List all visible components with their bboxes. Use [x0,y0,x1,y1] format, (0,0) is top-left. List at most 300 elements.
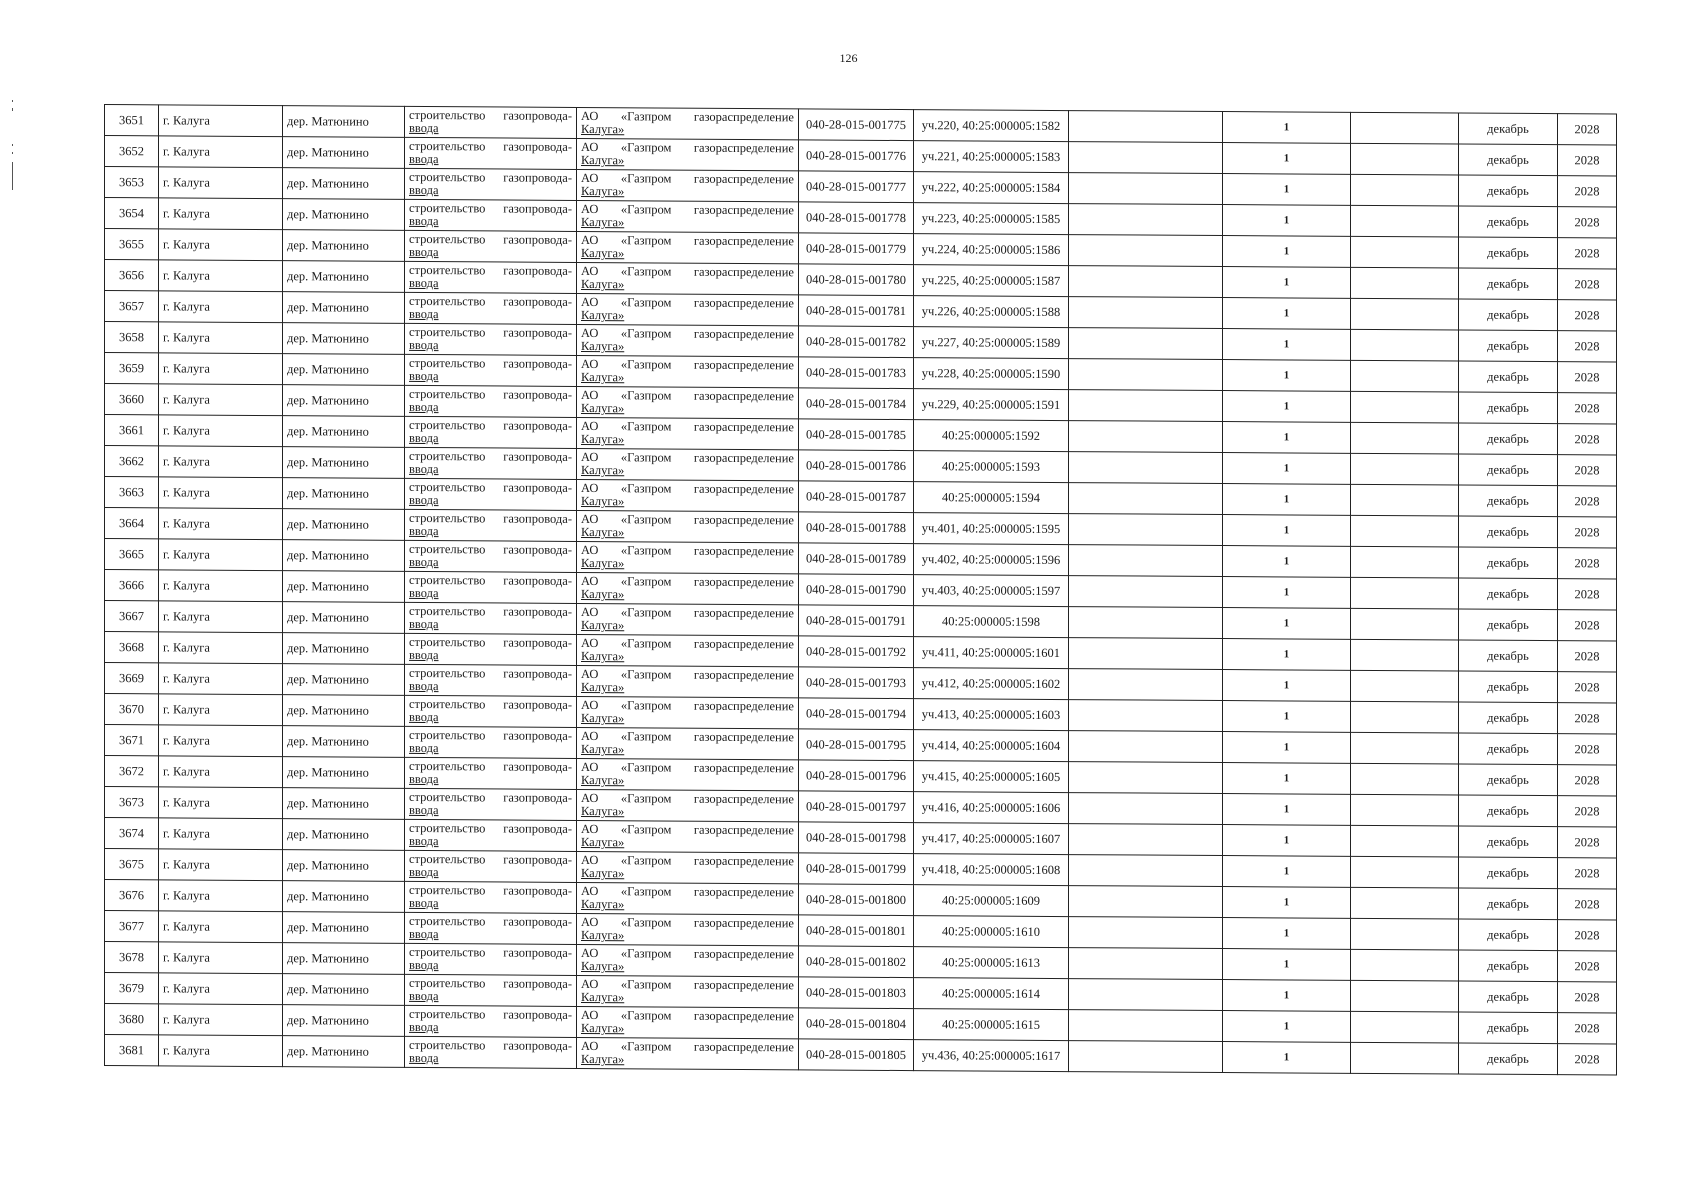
work-text-line-2: ввода [409,244,439,260]
org-text-a: АО [581,976,599,992]
work-text-line-2: ввода [409,926,439,942]
month-cell: декабрь [1459,981,1558,1013]
org-text-b: «Газпром [620,574,672,589]
empty-cell [1069,545,1223,577]
work-description-cell [405,757,577,789]
cadastral-plot-cell: уч.418, 40:25:000005:1608 [914,854,1069,886]
quantity-cell: 1 [1223,1011,1351,1043]
row-number-cell: 3675 [105,849,159,880]
application-code-cell: 040-28-015-001783 [799,357,914,389]
work-text-line-2: ввода [409,523,439,539]
cadastral-plot-cell: уч.416, 40:25:000005:1606 [914,792,1069,824]
row-number-cell: 3656 [105,260,159,291]
org-text-c: газораспределение [693,326,794,342]
empty-cell [1351,577,1459,609]
city-cell: г. Калуга [159,1035,283,1067]
work-text-line-2: ввода [409,802,439,818]
org-text-b: «Газпром [620,202,672,217]
quantity-cell: 1 [1223,639,1351,671]
city-cell: г. Калуга [159,601,283,633]
settlement-cell: дер. Матюнино [283,540,405,572]
year-cell: 2028 [1558,672,1617,703]
org-text-c: газораспределение [693,729,794,745]
empty-cell [1069,421,1223,453]
row-number-cell: 3677 [105,911,159,942]
city-cell: г. Калуга [159,570,283,602]
work-text-line-1b: газопровода- [503,325,572,340]
quantity-cell: 1 [1223,298,1351,330]
organization-cell [577,913,799,945]
row-number-cell: 3668 [105,632,159,663]
quantity-cell: 1 [1223,360,1351,392]
quantity-cell: 1 [1223,422,1351,454]
settlement-cell: дер. Матюнино [283,1036,405,1068]
organization-cell [577,1037,799,1069]
org-text-d: Калуга» [581,865,625,881]
work-text-line-2: ввода [409,1050,439,1066]
work-text-line-2: ввода [409,492,439,508]
org-text-a: АО [581,511,599,527]
cadastral-plot-cell: уч.225, 40:25:000005:1587 [914,265,1069,297]
settlement-cell: дер. Матюнино [283,509,405,541]
city-cell: г. Калуга [159,787,283,819]
city-cell: г. Калуга [159,415,283,447]
year-cell: 2028 [1558,424,1617,455]
application-code-cell: 040-28-015-001787 [799,481,914,513]
org-text-a: АО [581,821,599,837]
settlement-cell: дер. Матюнино [283,881,405,913]
org-text-b: «Газпром [620,853,672,868]
organization-cell [577,200,799,232]
work-text-line-1: строительство [409,603,486,619]
city-cell: г. Калуга [159,632,283,664]
org-text-b: «Газпром [620,791,672,806]
row-number-cell: 3653 [105,167,159,198]
work-text-line-2: ввода [409,368,439,384]
work-text-line-1b: газопровода- [503,697,572,712]
org-text-c: газораспределение [693,388,794,404]
month-cell: декабрь [1459,1012,1558,1044]
work-text-line-1: строительство [409,417,486,433]
work-text-line-1b: газопровода- [503,728,572,743]
work-text-line-2: ввода [409,647,439,663]
application-code-cell: 040-28-015-001804 [799,1008,914,1040]
application-code-cell: 040-28-015-001796 [799,760,914,792]
org-text-d: Калуга» [581,214,625,230]
settlement-cell: дер. Матюнино [283,168,405,200]
city-cell: г. Калуга [159,725,283,757]
org-text-d: Калуга» [581,152,625,168]
cadastral-plot-cell: 40:25:000005:1609 [914,885,1069,917]
org-text-c: газораспределение [693,1008,794,1024]
work-text-line-1b: газопровода- [503,108,572,123]
empty-cell [1351,205,1459,237]
row-number-cell: 3664 [105,508,159,539]
city-cell: г. Калуга [159,880,283,912]
organization-cell [577,138,799,170]
org-text-c: газораспределение [693,357,794,373]
work-description-cell [405,1005,577,1037]
row-number-cell: 3667 [105,601,159,632]
application-code-cell: 040-28-015-001803 [799,977,914,1009]
cadastral-plot-cell: уч.226, 40:25:000005:1588 [914,296,1069,328]
work-text-line-1b: газопровода- [503,232,572,247]
organization-cell [577,479,799,511]
org-text-d: Калуга» [581,896,625,912]
application-code-cell: 040-28-015-001785 [799,419,914,451]
city-cell: г. Калуга [159,539,283,571]
organization-cell [577,603,799,635]
work-text-line-1b: газопровода- [503,480,572,495]
quantity-cell: 1 [1223,980,1351,1012]
org-text-a: АО [581,480,599,496]
work-text-line-2: ввода [409,1019,439,1035]
quantity-cell: 1 [1223,1042,1351,1074]
work-text-line-1: строительство [409,1037,486,1053]
work-text-line-1b: газопровода- [503,201,572,216]
work-text-line-1: строительство [409,324,486,340]
empty-cell [1069,607,1223,639]
work-text-line-1b: газопровода- [503,511,572,526]
work-text-line-1: строительство [409,944,486,960]
city-cell: г. Калуга [159,198,283,230]
quantity-cell: 1 [1223,267,1351,299]
work-text-line-1: строительство [409,634,486,650]
month-cell: декабрь [1459,826,1558,858]
empty-cell [1351,484,1459,516]
month-cell: декабрь [1459,609,1558,641]
row-number-cell: 3658 [105,322,159,353]
month-cell: декабрь [1459,919,1558,951]
empty-cell [1351,453,1459,485]
city-cell: г. Калуга [159,663,283,695]
work-text-line-2: ввода [409,399,439,415]
settlement-cell: дер. Матюнино [283,199,405,231]
city-cell: г. Калуга [159,508,283,540]
cadastral-plot-cell: 40:25:000005:1613 [914,947,1069,979]
empty-cell [1351,918,1459,950]
city-cell: г. Калуга [159,167,283,199]
row-number-cell: 3671 [105,725,159,756]
org-text-c: газораспределение [693,760,794,776]
year-cell: 2028 [1558,889,1617,920]
org-text-a: АО [581,542,599,558]
work-text-line-2: ввода [409,182,439,198]
work-description-cell [405,571,577,603]
work-text-line-1b: газопровода- [503,976,572,991]
empty-cell [1069,328,1223,360]
work-text-line-1: строительство [409,727,486,743]
organization-cell [577,169,799,201]
work-text-line-2: ввода [409,120,439,136]
work-text-line-1: строительство [409,138,486,154]
work-text-line-1b: газопровода- [503,418,572,433]
application-code-cell: 040-28-015-001790 [799,574,914,606]
org-text-a: АО [581,945,599,961]
settlement-cell: дер. Матюнино [283,106,405,138]
settlement-cell: дер. Матюнино [283,292,405,324]
work-description-cell [405,447,577,479]
org-text-c: газораспределение [693,636,794,652]
quantity-cell: 1 [1223,205,1351,237]
org-text-d: Калуга» [581,679,625,695]
work-description-cell [405,323,577,355]
settlement-cell: дер. Матюнино [283,230,405,262]
org-text-c: газораспределение [693,512,794,528]
application-code-cell: 040-28-015-001799 [799,853,914,885]
org-text-d: Калуга» [581,555,625,571]
work-text-line-2: ввода [409,554,439,570]
quantity-cell: 1 [1223,453,1351,485]
cadastral-plot-cell: уч.411, 40:25:000005:1601 [914,637,1069,669]
work-text-line-1: строительство [409,355,486,371]
settlement-cell: дер. Матюнино [283,416,405,448]
settlement-cell: дер. Матюнино [283,726,405,758]
year-cell: 2028 [1558,858,1617,889]
org-text-c: газораспределение [693,140,794,156]
work-description-cell [405,106,577,138]
quantity-cell: 1 [1223,515,1351,547]
quantity-cell: 1 [1223,732,1351,764]
org-text-b: «Газпром [620,543,672,558]
org-text-a: АО [581,759,599,775]
empty-cell [1351,422,1459,454]
application-code-cell: 040-28-015-001782 [799,326,914,358]
work-description-cell [405,385,577,417]
row-number-cell: 3669 [105,663,159,694]
org-text-c: газораспределение [693,822,794,838]
month-cell: декабрь [1459,206,1558,238]
work-text-line-1: строительство [409,789,486,805]
organization-cell [577,324,799,356]
org-text-a: АО [581,201,599,217]
work-text-line-1: строительство [409,293,486,309]
application-code-cell: 040-28-015-001777 [799,171,914,203]
month-cell: декабрь [1459,237,1558,269]
empty-cell [1069,297,1223,329]
org-text-a: АО [581,139,599,155]
work-text-line-2: ввода [409,709,439,725]
work-text-line-2: ввода [409,957,439,973]
work-description-cell [405,633,577,665]
work-text-line-2: ввода [409,740,439,756]
work-description-cell [405,168,577,200]
organization-cell [577,882,799,914]
work-text-line-2: ввода [409,833,439,849]
org-text-c: газораспределение [693,450,794,466]
month-cell: декабрь [1459,702,1558,734]
margin-scan-marks [10,100,16,200]
org-text-d: Калуга» [581,803,625,819]
city-cell: г. Калуга [159,756,283,788]
quantity-cell: 1 [1223,856,1351,888]
quantity-cell: 1 [1223,484,1351,516]
settlement-cell: дер. Матюнино [283,447,405,479]
work-text-line-2: ввода [409,430,439,446]
work-text-line-1b: газопровода- [503,170,572,185]
organization-cell [577,696,799,728]
settlement-cell: дер. Матюнино [283,695,405,727]
work-text-line-1: строительство [409,572,486,588]
city-cell: г. Калуга [159,694,283,726]
organization-cell [577,231,799,263]
work-description-cell [405,137,577,169]
org-text-b: «Газпром [620,171,672,186]
org-text-c: газораспределение [693,171,794,187]
org-text-b: «Газпром [620,512,672,527]
settlement-cell: дер. Матюнино [283,974,405,1006]
city-cell: г. Калуга [159,291,283,323]
month-cell: декабрь [1459,795,1558,827]
year-cell: 2028 [1558,300,1617,331]
work-description-cell [405,912,577,944]
year-cell: 2028 [1558,765,1617,796]
org-text-b: «Газпром [620,760,672,775]
year-cell: 2028 [1558,486,1617,517]
settlement-cell: дер. Матюнино [283,664,405,696]
city-cell: г. Калуга [159,446,283,478]
work-text-line-2: ввода [409,337,439,353]
year-cell: 2028 [1558,393,1617,424]
empty-cell [1069,638,1223,670]
work-text-line-1b: газопровода- [503,883,572,898]
organization-cell [577,758,799,790]
month-cell: декабрь [1459,361,1558,393]
work-text-line-1: строительство [409,510,486,526]
work-text-line-1b: газопровода- [503,139,572,154]
cadastral-plot-cell: уч.227, 40:25:000005:1589 [914,327,1069,359]
organization-cell [577,634,799,666]
work-text-line-2: ввода [409,616,439,632]
gas-connection-register-table [104,104,1617,1076]
year-cell: 2028 [1558,579,1617,610]
month-cell: декабрь [1459,578,1558,610]
empty-cell [1069,979,1223,1011]
work-description-cell [405,664,577,696]
application-code-cell: 040-28-015-001802 [799,946,914,978]
work-description-cell [405,850,577,882]
quantity-cell: 1 [1223,825,1351,857]
settlement-cell: дер. Матюнино [283,912,405,944]
row-number-cell: 3670 [105,694,159,725]
year-cell: 2028 [1558,827,1617,858]
org-text-a: АО [581,449,599,465]
row-number-cell: 3680 [105,1004,159,1035]
settlement-cell: дер. Матюнино [283,385,405,417]
row-number-cell: 3660 [105,384,159,415]
work-text-line-1: строительство [409,541,486,557]
quantity-cell: 1 [1223,701,1351,733]
cadastral-plot-cell: уч.229, 40:25:000005:1591 [914,389,1069,421]
application-code-cell: 040-28-015-001779 [799,233,914,265]
application-code-cell: 040-28-015-001778 [799,202,914,234]
application-code-cell: 040-28-015-001786 [799,450,914,482]
quantity-cell: 1 [1223,112,1351,144]
cadastral-plot-cell: 40:25:000005:1598 [914,606,1069,638]
org-text-b: «Газпром [620,977,672,992]
work-text-line-1b: газопровода- [503,666,572,681]
org-text-c: газораспределение [693,915,794,931]
settlement-cell: дер. Матюнино [283,571,405,603]
org-text-c: газораспределение [693,419,794,435]
work-text-line-1b: газопровода- [503,1038,572,1053]
cadastral-plot-cell: 40:25:000005:1593 [914,451,1069,483]
quantity-cell: 1 [1223,329,1351,361]
organization-cell [577,944,799,976]
work-text-line-2: ввода [409,988,439,1004]
work-description-cell [405,509,577,541]
org-text-d: Калуга» [581,307,625,323]
city-cell: г. Калуга [159,849,283,881]
org-text-b: «Газпром [620,388,672,403]
org-text-c: газораспределение [693,605,794,621]
organization-cell [577,107,799,139]
work-text-line-1b: газопровода- [503,604,572,619]
application-code-cell: 040-28-015-001791 [799,605,914,637]
empty-cell [1351,639,1459,671]
empty-cell [1351,174,1459,206]
org-text-c: газораспределение [693,698,794,714]
empty-cell [1069,111,1223,143]
org-text-b: «Газпром [620,419,672,434]
work-text-line-2: ввода [409,678,439,694]
empty-cell [1069,917,1223,949]
org-text-b: «Газпром [620,667,672,682]
application-code-cell: 040-28-015-001776 [799,140,914,172]
organization-cell [577,293,799,325]
org-text-d: Калуга» [581,369,625,385]
row-number-cell: 3681 [105,1035,159,1066]
org-text-d: Калуга» [581,617,625,633]
work-text-line-1b: газопровода- [503,759,572,774]
empty-cell [1069,731,1223,763]
empty-cell [1351,794,1459,826]
settlement-cell: дер. Матюнино [283,757,405,789]
org-text-d: Калуга» [581,1051,625,1067]
row-number-cell: 3665 [105,539,159,570]
work-text-line-1b: газопровода- [503,294,572,309]
work-description-cell [405,602,577,634]
year-cell: 2028 [1558,951,1617,982]
row-number-cell: 3651 [105,105,159,136]
city-cell: г. Калуга [159,353,283,385]
work-text-line-2: ввода [409,895,439,911]
year-cell: 2028 [1558,176,1617,207]
org-text-b: «Газпром [620,481,672,496]
org-text-c: газораспределение [693,977,794,993]
org-text-c: газораспределение [693,109,794,125]
settlement-cell: дер. Матюнино [283,788,405,820]
work-text-line-1b: газопровода- [503,945,572,960]
empty-cell [1351,732,1459,764]
empty-cell [1069,1041,1223,1073]
row-number-cell: 3663 [105,477,159,508]
page-number: 126 [839,51,858,65]
empty-cell [1069,855,1223,887]
org-text-c: газораспределение [693,574,794,590]
work-text-line-1: строительство [409,665,486,681]
work-text-line-2: ввода [409,151,439,167]
org-text-a: АО [581,387,599,403]
org-text-b: «Газпром [620,1039,672,1054]
org-text-b: «Газпром [620,698,672,713]
row-number-cell: 3657 [105,291,159,322]
cadastral-plot-cell: 40:25:000005:1615 [914,1009,1069,1041]
work-description-cell [405,292,577,324]
month-cell: декабрь [1459,454,1558,486]
settlement-cell: дер. Матюнино [283,943,405,975]
year-cell: 2028 [1558,610,1617,641]
